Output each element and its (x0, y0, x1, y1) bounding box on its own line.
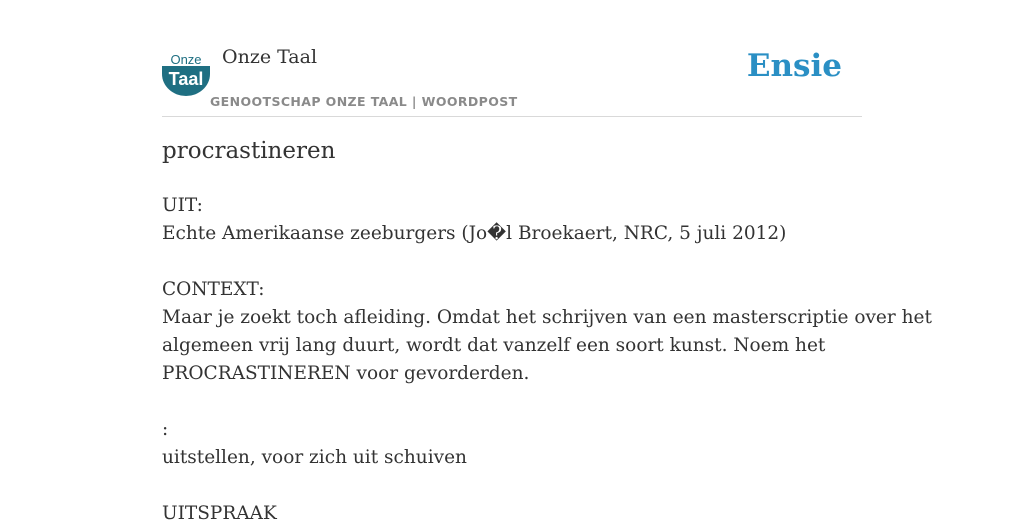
brand-tagline[interactable]: GENOOTSCHAP ONZE TAAL | WOORDPOST (210, 94, 518, 109)
entry-line: CONTEXT: (162, 279, 265, 300)
entry-body (162, 192, 932, 528)
entry-line: Maar je zoekt toch afleiding. Omdat het schrijven van een masterscriptie over het (162, 307, 932, 328)
entry-line: algemeen vrij lang duurt, wordt dat vanzelf een soort kunst. Noem het (162, 335, 826, 356)
site-header (162, 44, 862, 117)
ensie-logo[interactable]: Ensie (746, 48, 842, 84)
entry-line: : (162, 419, 169, 440)
entry-line: Echte Amerikaanse zeeburgers (Jo�l Broekaert, NRC, 5 juli 2012) (162, 223, 787, 244)
onze-taal-logo[interactable] (162, 52, 210, 96)
entry-line: PROCRASTINEREN voor gevorderden. (162, 363, 530, 384)
entry-line: uitstellen, voor zich uit schuiven (162, 447, 467, 468)
entry-line: UIT: (162, 195, 203, 216)
logo-word-top: Onze (170, 52, 202, 67)
entry-line: UITSPRAAK (162, 503, 277, 524)
logo-word-bottom: Taal (168, 69, 204, 89)
brand-name[interactable]: Onze Taal (222, 46, 318, 68)
entry-line (162, 472, 872, 500)
entry-line (162, 388, 872, 416)
entry-line (162, 248, 872, 276)
entry-title: procrastineren (162, 138, 336, 164)
